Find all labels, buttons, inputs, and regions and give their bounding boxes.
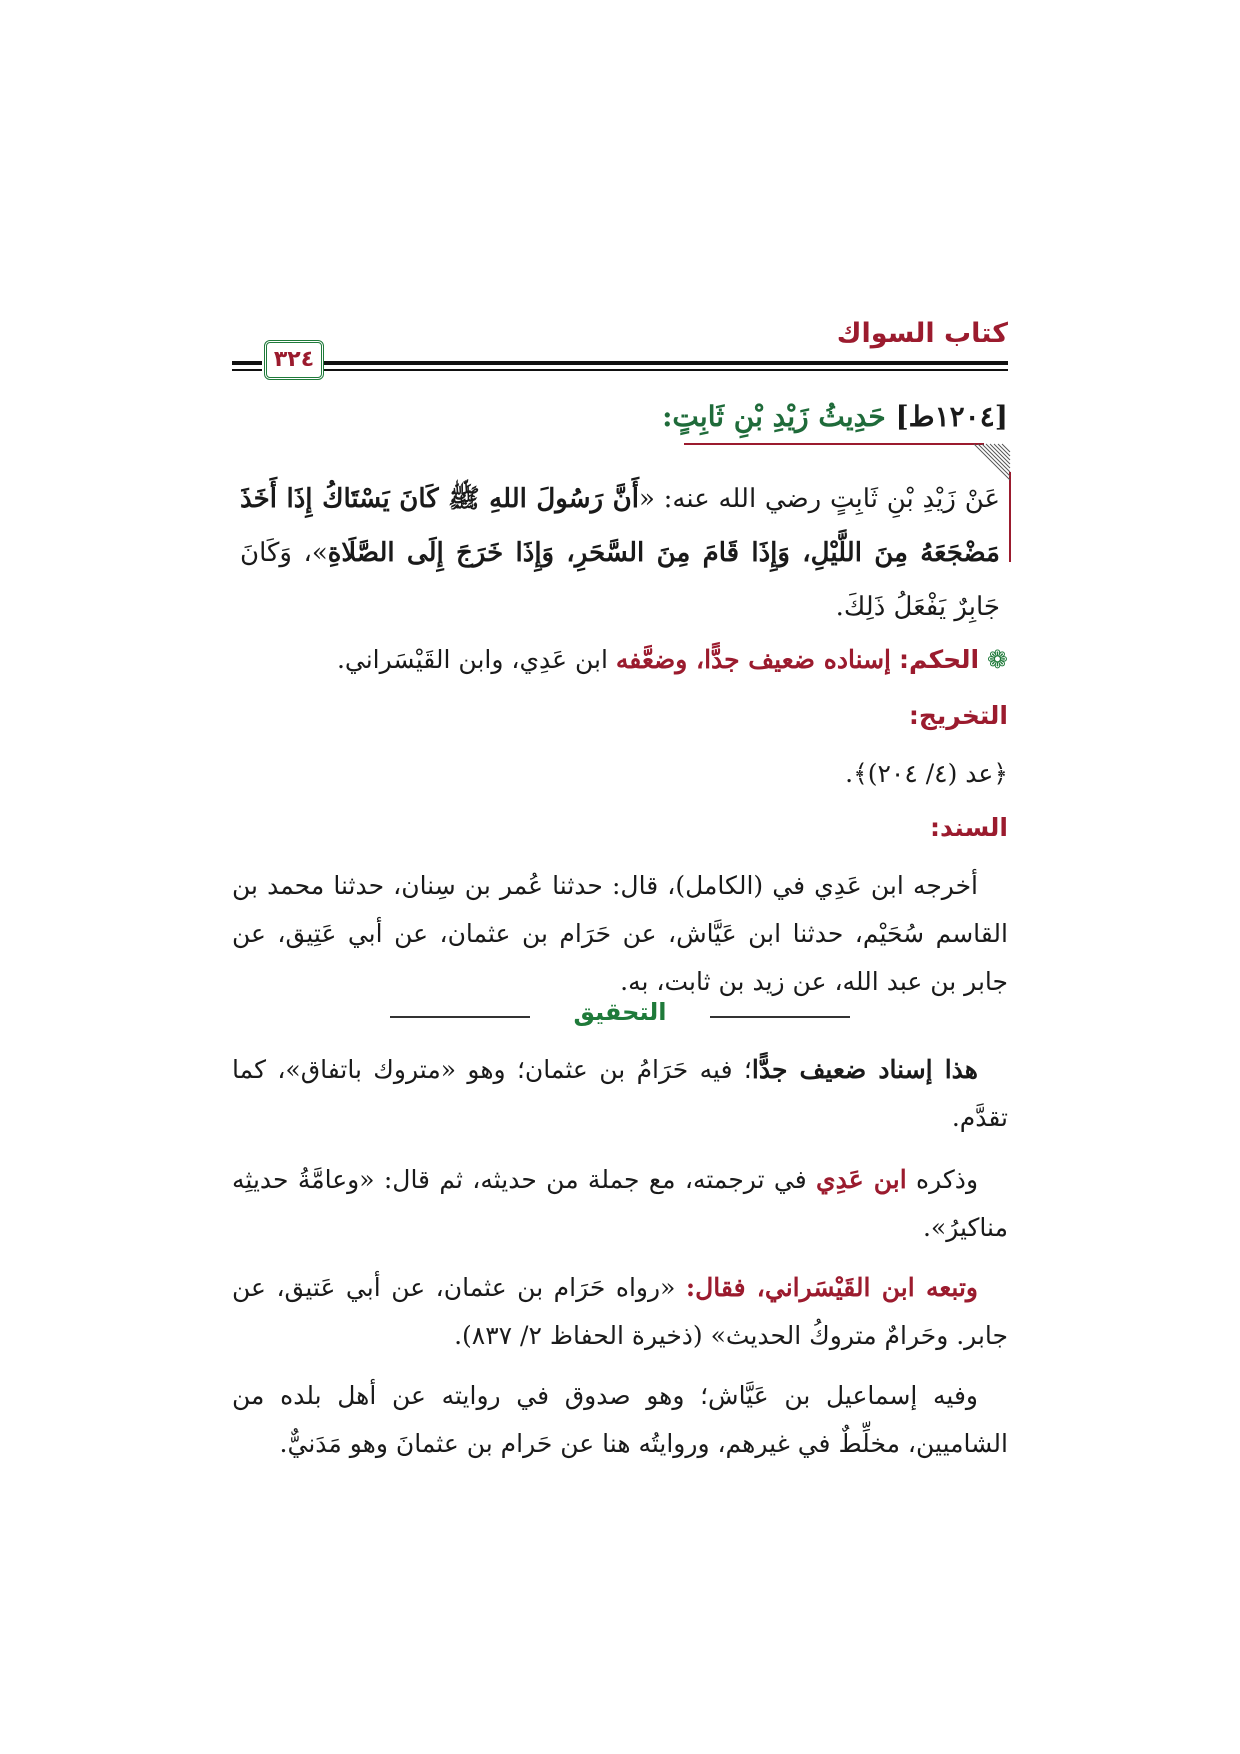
header-rule-left-thin <box>232 369 262 371</box>
sanad-label: السند: <box>929 813 1008 842</box>
hadith-intro: عَنْ زَيْدِ بْنِ ثَابِتٍ رضي الله عنه: « <box>638 484 1001 514</box>
header-rule <box>290 361 1008 365</box>
hadith-ending: »، وَكَانَ جَابِرٌ يَفْعَلُ ذَلِكَ. <box>240 538 1000 622</box>
header-rule-thin <box>290 369 1008 371</box>
tahqiq-label: التحقيق <box>573 998 667 1026</box>
page-number: ٣٢٤ <box>264 340 324 380</box>
header-rule-left <box>232 361 262 365</box>
hadith-title: حَدِيثُ زَيْدِ بْنِ ثَابِتٍ: <box>662 400 886 433</box>
tahqiq-paragraph-3: وتبعه ابن القَيْسَراني، فقال: «رواه حَرَام بن عثمان، عن أبي عَتيق، عن جابر. وحَرامٌ متروكُ الحديث» (ذخيرة الحفاظ ٢/ ٨٣٧). <box>232 1273 1008 1350</box>
page-header <box>232 318 1008 388</box>
book-title: كتاب السواك <box>836 318 1008 349</box>
ruling-rest: ابن عَدِي، وابن القَيْسَراني. <box>336 645 608 674</box>
takhrij-label: التخريج: <box>908 701 1008 730</box>
hadith-text <box>240 472 1000 634</box>
tahqiq-paragraph-1: هذا إسناد ضعيف جدًّا؛ فيه حَرَامُ بن عثمان؛ وهو «متروك باتفاق»، كما تقدَّم. <box>232 1055 1008 1132</box>
sanad-heading <box>232 804 1008 852</box>
hadith-matn: أَنَّ رَسُولَ اللهِ ﷺ كَانَ يَسْتَاكُ إِذَا أَخَذَ مَضْجَعَهُ مِنَ اللَّيْلِ، وَإِذَا قَامَ مِنَ السَّحَرِ، وَإِذَا خَرَجَ إِلَى الصَّلَاةِ <box>240 484 1000 568</box>
ruling-label: الحكم: <box>898 645 980 674</box>
divider-line-right <box>710 1016 850 1018</box>
sanad-text: أخرجه ابن عَدِي في (الكامل)، قال: حدثنا عُمر بن سِنان، حدثنا محمد بن القاسم سُحَيْم، حدثنا ابن عَيَّاش، عن حَرَام بن عثمان، عن أبي عَتِيق، عن جابر بن عبد الله، عن زيد بن ثابت، به. <box>232 871 1008 996</box>
tahqiq-paragraph-2: وذكره ابن عَدِي في ترجمته، مع جملة من حديثه، ثم قال: «وعامَّةُ حديثِه مناكيرُ». <box>232 1165 1008 1242</box>
divider-line-left <box>390 1016 530 1018</box>
flower-icon: ❁ <box>987 645 1008 674</box>
tahqiq-divider <box>390 998 850 1032</box>
ruling-line <box>232 636 1008 684</box>
ruling-verdict: إسناده ضعيف جدًّا، وضعَّفه <box>615 645 892 674</box>
tahqiq-paragraph-4: وفيه إسماعيل بن عَيَّاش؛ وهو صدوق في روايته عن أهل بلده من الشاميين، مخلِّطٌ في غيرهم، وروايتُه هنا عن حَرام بن عثمانَ وهو مَدَنيٌّ. <box>232 1381 1008 1458</box>
takhrij-heading <box>232 692 1008 740</box>
hadith-number: [١٢٠٤ط] <box>895 400 1008 433</box>
takhrij-reference: ﴿عد (٤/ ٢٠٤)﴾. <box>845 759 1008 788</box>
hadith-heading <box>662 400 1008 433</box>
